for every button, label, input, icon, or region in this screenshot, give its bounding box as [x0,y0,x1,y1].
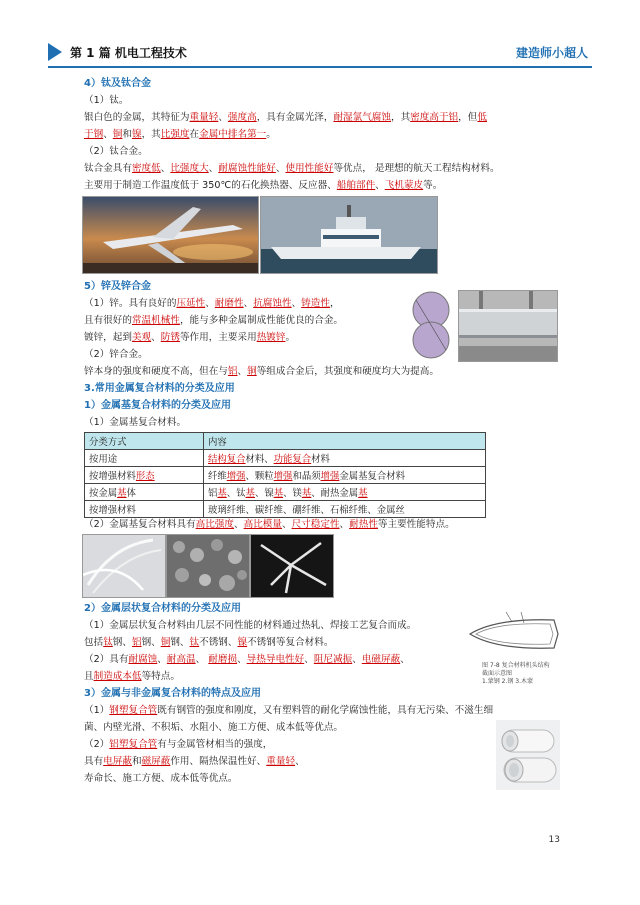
table-cell: 玻璃纤维、碳纤维、硼纤维、石棉纤维、金属丝 [204,501,486,518]
text-line: 且有很好的常温机械性，能与多种金属制成性能优良的合金。 [84,315,344,326]
table-cell: 结构复合材料、功能复合材料 [204,450,486,467]
section-metal-matrix-title: 1）金属基复合材料的分类及应用 [84,400,231,411]
text-line: 具有电屏蔽和磁屏蔽作用、隔热保温性好、重量轻、 [84,756,305,767]
text-line: （1）金属层状复合材料由几层不同性能的材料通过热轧、焊接工艺复合而成。 [84,620,417,631]
text-line: （1）金属基复合材料。 [84,417,187,428]
figure-caption: 1.蒙钢 2.钢 3.木蒙 [482,678,533,685]
text-line: （2）钛合金。 [84,146,148,157]
text-line: 锌本身的强度和硬度不高，但在与铝、铜等组成合金后，其强度和硬度均大为提高。 [84,366,439,377]
table-row [85,450,486,467]
table-row [85,467,486,484]
ship-photo [260,196,438,274]
text-line: （1）钛。 [84,95,129,106]
table-cell: 按增强材料形态 [85,467,204,484]
nose-cone-diagram [466,610,562,685]
section-nonmetal-title: 3）金属与非金属复合材料的特点及应用 [84,688,261,699]
section-titanium-title: 4）钛及钛合金 [84,78,151,89]
section-composite-title: 3.常用金属复合材料的分类及应用 [84,383,235,394]
fiber-photo [82,534,166,598]
particle-photo [166,534,250,598]
table-cell: 纤维增强、颗粒增强和晶须增强金属基复合材料 [204,467,486,484]
text-line: 钛合金具有密度低、比强度大、耐腐蚀性能好、使用性能好等优点， 是理想的航天工程结构材料。 [84,163,500,174]
table-header-cell: 分类方式 [85,433,204,450]
page-content [84,75,564,194]
text-line: 银白色的金属，其特征为重量轻、强度高，具有金属光泽，耐湿氯气腐蚀，其密度高于铝，但低 [84,112,487,123]
triangle-icon [48,43,62,61]
section-zinc-title: 5）锌及锌合金 [84,281,151,292]
page-number: 13 [548,835,560,845]
classification-table [84,432,486,518]
text-line: 且制造成本低等特点。 [84,671,180,682]
table-cell: 按用途 [85,450,204,467]
text-line: （2）具有耐腐蚀、耐高温、 耐磨损、导热导电性好、阻尼减振、电磁屏蔽、 [84,654,410,665]
text-line: 寿命长、施工方便、成本低等优点。 [84,773,238,784]
zinc-section [84,278,404,363]
duct-photo [458,290,558,362]
figure-caption: 截面示意图 [482,670,513,677]
text-line: 于钢、铜和镍，其比强度在金属中排名第一。 [84,129,276,140]
text-line: 菌、内壁光滑、不积垢、水阻小、施工方便、成本低等优点。 [84,722,344,733]
text-line: （1）钢塑复合管既有钢管的强度和刚度，又有塑料管的耐化学腐蚀性能，具有无污染、不滋生细 [84,705,494,716]
section-layered-title: 2）金属层状复合材料的分类及应用 [84,603,241,614]
text-line: （2）锌合金。 [84,349,148,360]
table-cell: 铝基、钛基、镍基、镁基、耐热金属基 [204,484,486,501]
text-line: （2）金属基复合材料具有高比强度、高比模量、尺寸稳定性、耐热性等主要性能特点。 [84,519,455,530]
airplane-photo [82,196,259,274]
layered-section [84,600,484,685]
table-row [85,484,486,501]
table-cell: 按金属基体 [85,484,204,501]
text-line: 镀锌，起到美观、防锈等作用，主要采用热镀锌。 [84,332,296,343]
pipe-photo [496,720,560,790]
figure-caption: 图 7-8 复合材料机头结构 [482,662,550,669]
zinc-sphere-diagram [408,290,454,360]
whisker-photo [250,534,334,598]
nonmetal-section [84,685,564,787]
text-line: 包括钛钢、铝钢、铜钢、钛不锈钢、镍不锈钢等复合材料。 [84,637,334,648]
chapter-title: 第 1 篇 机电工程技术 [70,46,187,60]
text-line: （1）锌。具有良好的压延性、耐磨性、抗腐蚀性、铸造性， [84,298,340,309]
text-line: （2）铝塑复合管有与金属管材相当的强度， [84,739,273,750]
table-row [85,501,486,518]
table-header-cell: 内容 [204,433,486,450]
zinc-alloy-line [84,363,564,431]
metal-matrix-features [84,516,564,533]
table-cell: 按增强材料 [85,501,204,518]
table-header-row [85,433,486,450]
text-line: 主要用于制造工作温度低于 350℃的石化换热器、反应器、船舶部件、飞机蒙皮等。 [84,180,443,191]
page-header [48,40,592,68]
brand-name: 建造师小超人 [515,46,588,60]
